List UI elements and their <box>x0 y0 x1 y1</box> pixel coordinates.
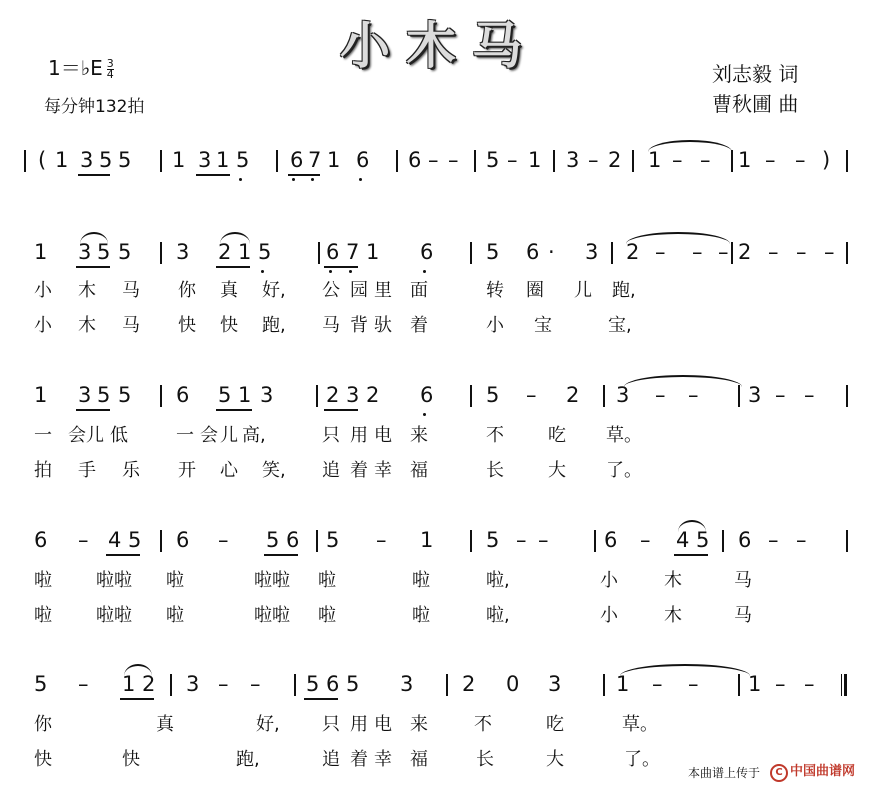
barline <box>846 150 848 172</box>
lyric-syllable: 小 <box>600 605 618 626</box>
low-octave-dot <box>292 178 295 181</box>
barline <box>470 242 472 264</box>
note: 5 <box>236 148 250 172</box>
logo-mark: C <box>770 764 788 782</box>
note: 5 <box>486 148 500 172</box>
lyric-syllable: 儿 <box>86 425 104 446</box>
note: 6 <box>526 240 540 264</box>
note: 5 <box>97 240 111 264</box>
note: 2 <box>626 240 640 264</box>
lyricist-credit: 刘志毅 词 <box>712 62 799 86</box>
lyric-syllable: 来 <box>410 714 428 735</box>
lyric-syllable: 草。 <box>606 425 642 446</box>
low-octave-dot <box>423 270 426 273</box>
lyric-syllable: 只 <box>322 714 340 735</box>
note: 1 <box>528 148 542 172</box>
note: 6 <box>176 528 190 552</box>
note: 1 <box>238 383 252 407</box>
lyric-syllable: 乐 <box>122 460 140 481</box>
lyric-syllable: 啦, <box>486 570 510 591</box>
song-title: 小木马 <box>340 17 538 75</box>
hold-dash: – <box>78 672 89 696</box>
upload-note: 本曲谱上传于 <box>688 766 761 780</box>
barline <box>316 385 318 407</box>
note: 5 <box>218 383 232 407</box>
lyric-syllable: 小 <box>34 280 52 301</box>
lyric-syllable: 啦 <box>166 605 184 626</box>
barline <box>731 150 733 172</box>
barline <box>846 385 848 407</box>
lyric-syllable: 背 <box>350 315 368 336</box>
lyric-syllable: 你 <box>178 280 196 301</box>
lyric-syllable: 快 <box>122 749 140 770</box>
lyric-syllable: 里 <box>374 280 392 301</box>
hold-dash: – <box>640 528 651 552</box>
note: · <box>548 240 555 264</box>
barline <box>160 150 162 172</box>
lyric-syllable: 手 <box>78 460 96 481</box>
hold-dash: – <box>672 148 683 172</box>
lyric-syllable: 真 <box>220 280 238 301</box>
note: 5 <box>118 240 132 264</box>
low-octave-dot <box>239 178 242 181</box>
lyric-syllable: 追 <box>322 749 340 770</box>
note: 5 <box>97 383 111 407</box>
note: 6 <box>408 148 422 172</box>
hold-dash: – <box>718 240 729 264</box>
barline <box>160 530 162 552</box>
key-signature <box>48 52 114 81</box>
note: 3 <box>585 240 599 264</box>
lyric-syllable: 儿 <box>574 280 592 301</box>
barline <box>276 150 278 172</box>
tie-slur <box>626 232 730 244</box>
eighth-underline <box>288 174 320 176</box>
lyric-syllable: 开 <box>178 460 196 481</box>
note: 5 <box>486 383 500 407</box>
note: 3 <box>346 383 360 407</box>
low-octave-dot <box>423 413 426 416</box>
barline <box>294 674 296 696</box>
note: 1 <box>748 672 762 696</box>
lyric-syllable: 驮 <box>374 315 392 336</box>
lyric-syllable: 福 <box>410 460 428 481</box>
note: 2 <box>608 148 622 172</box>
final-barline <box>841 674 847 696</box>
lyric-syllable: 长 <box>486 460 504 481</box>
eighth-underline <box>78 174 110 176</box>
lyric-syllable: 幸 <box>374 460 392 481</box>
note: 1 <box>738 148 752 172</box>
low-octave-dot <box>261 270 264 273</box>
note: 5 <box>486 528 500 552</box>
lyric-syllable: 转 <box>486 280 504 301</box>
barline <box>722 530 724 552</box>
note: 2 <box>462 672 476 696</box>
lyric-syllable: 会 <box>200 425 218 446</box>
note: 3 <box>80 148 94 172</box>
hold-dash: – <box>796 528 807 552</box>
lyric-syllable: 电 <box>374 714 392 735</box>
barline <box>603 385 605 407</box>
note: 6 <box>326 240 340 264</box>
tie-slur <box>648 140 732 152</box>
note: 3 <box>548 672 562 696</box>
note: 5 <box>99 148 113 172</box>
barline <box>594 530 596 552</box>
note: 2 <box>326 383 340 407</box>
lyric-syllable: 小 <box>600 570 618 591</box>
note: 6 <box>738 528 752 552</box>
lyric-syllable: 用 <box>350 425 368 446</box>
note: 2 <box>142 672 156 696</box>
eighth-underline <box>264 554 298 556</box>
note: 3 <box>616 383 630 407</box>
hold-dash: – <box>376 528 387 552</box>
lyric-syllable: 好, <box>262 280 286 301</box>
eighth-underline <box>216 266 250 268</box>
lyric-syllable: 啦 <box>318 570 336 591</box>
note: 1 <box>34 240 48 264</box>
lyric-syllable: 长 <box>476 749 494 770</box>
note: 6 <box>356 148 370 172</box>
hold-dash: – <box>768 528 779 552</box>
barline <box>446 674 448 696</box>
lyric-syllable: 会 <box>68 425 86 446</box>
tie-slur <box>624 375 742 387</box>
note: 6 <box>290 148 304 172</box>
score-row <box>0 520 878 570</box>
note: 6 <box>34 528 48 552</box>
lyric-syllable: 木 <box>664 605 682 626</box>
barline <box>846 530 848 552</box>
note: 5 <box>696 528 710 552</box>
lyric-syllable: 高, <box>242 425 266 446</box>
low-octave-dot <box>359 178 362 181</box>
tie-slur <box>620 664 750 676</box>
lyric-syllable: 马 <box>734 605 752 626</box>
lyric-syllable: 不 <box>486 425 504 446</box>
lyric-syllable: 着 <box>350 749 368 770</box>
lyric-syllable: 木 <box>78 315 96 336</box>
note: 3 <box>176 240 190 264</box>
hold-dash: – <box>775 383 786 407</box>
note: 2 <box>566 383 580 407</box>
eighth-underline <box>106 554 140 556</box>
note: 1 <box>216 148 230 172</box>
hold-dash: – <box>428 148 439 172</box>
score-row <box>0 375 878 425</box>
note: 3 <box>186 672 200 696</box>
hold-dash: – <box>655 383 666 407</box>
barline <box>632 150 634 172</box>
lyric-syllable: 啦 <box>166 570 184 591</box>
hold-dash: – <box>218 672 229 696</box>
note: 3 <box>260 383 274 407</box>
barline <box>474 150 476 172</box>
hold-dash: – <box>526 383 537 407</box>
lyric-syllable: 啦 <box>412 605 430 626</box>
barline <box>170 674 172 696</box>
lyric-syllable: 啦 <box>412 570 430 591</box>
score-row <box>0 232 878 282</box>
logo-text: 中国曲谱网 <box>790 764 856 779</box>
lyric-syllable: 只 <box>322 425 340 446</box>
barline <box>738 385 740 407</box>
note: 5 <box>128 528 142 552</box>
composer-credit: 曹秋圃 曲 <box>712 92 799 116</box>
lyric-syllable: 了。 <box>606 460 642 481</box>
lyric-syllable: 木 <box>78 280 96 301</box>
hold-dash: – <box>700 148 711 172</box>
lyric-syllable: 真 <box>156 714 174 735</box>
lyric-syllable: 啦啦 <box>254 570 290 591</box>
hold-dash: – <box>795 148 806 172</box>
key-text: 1＝♭E <box>48 56 103 80</box>
low-octave-dot <box>329 270 332 273</box>
eighth-underline <box>674 554 708 556</box>
lyric-syllable: 幸 <box>374 749 392 770</box>
barline <box>316 530 318 552</box>
lyric-syllable: 快 <box>220 315 238 336</box>
hold-dash: – <box>652 672 663 696</box>
hold-dash: – <box>655 240 666 264</box>
lyric-syllable: 低 <box>110 425 128 446</box>
lyric-syllable: 面 <box>410 280 428 301</box>
hold-dash: – <box>804 672 815 696</box>
score-row <box>0 140 878 190</box>
lyric-syllable: 大 <box>548 460 566 481</box>
note: 6 <box>420 240 434 264</box>
note: 7 <box>346 240 360 264</box>
note: ) <box>822 148 831 172</box>
barline <box>160 242 162 264</box>
note: 1 <box>172 148 186 172</box>
hold-dash: – <box>688 672 699 696</box>
note: 6 <box>286 528 300 552</box>
lyric-syllable: 好, <box>256 714 280 735</box>
barline <box>396 150 398 172</box>
note: 5 <box>306 672 320 696</box>
note: 3 <box>748 383 762 407</box>
lyric-syllable: 儿 <box>220 425 238 446</box>
tie-slur <box>220 232 250 244</box>
hold-dash: – <box>507 148 518 172</box>
eighth-underline <box>76 409 110 411</box>
lyric-syllable: 跑, <box>236 749 260 770</box>
hold-dash: – <box>588 148 599 172</box>
lyric-syllable: 大 <box>546 749 564 770</box>
eighth-underline <box>120 698 154 700</box>
lyric-syllable: 啦啦 <box>254 605 290 626</box>
lyric-syllable: 小 <box>34 315 52 336</box>
lyric-syllable: 木 <box>664 570 682 591</box>
barline <box>470 385 472 407</box>
lyric-syllable: 了。 <box>624 749 660 770</box>
lyric-syllable: 草。 <box>622 714 658 735</box>
note: 5 <box>118 383 132 407</box>
lyric-syllable: 福 <box>410 749 428 770</box>
hold-dash: – <box>824 240 835 264</box>
barline <box>24 150 26 172</box>
note: 1 <box>327 148 341 172</box>
eighth-underline <box>304 698 338 700</box>
note: 5 <box>486 240 500 264</box>
lyric-syllable: 拍 <box>34 460 52 481</box>
lyric-syllable: 马 <box>122 315 140 336</box>
lyric-syllable: 吃 <box>546 714 564 735</box>
note: 1 <box>366 240 380 264</box>
note: 5 <box>118 148 132 172</box>
hold-dash: – <box>516 528 527 552</box>
hold-dash: – <box>538 528 549 552</box>
lyric-syllable: 一 <box>176 425 194 446</box>
lyric-syllable: 不 <box>474 714 492 735</box>
hold-dash: – <box>692 240 703 264</box>
lyric-syllable: 着 <box>350 460 368 481</box>
hold-dash: – <box>448 148 459 172</box>
lyric-syllable: 小 <box>486 315 504 336</box>
barline <box>603 674 605 696</box>
note: 3 <box>400 672 414 696</box>
note: ( <box>38 148 47 172</box>
lyric-syllable: 跑, <box>262 315 286 336</box>
hold-dash: – <box>775 672 786 696</box>
lyric-syllable: 快 <box>178 315 196 336</box>
note: 3 <box>78 383 92 407</box>
note: 2 <box>218 240 232 264</box>
hold-dash: – <box>804 383 815 407</box>
note: 3 <box>566 148 580 172</box>
eighth-underline <box>216 409 252 411</box>
lyric-syllable: 马 <box>122 280 140 301</box>
note: 4 <box>676 528 690 552</box>
note: 1 <box>34 383 48 407</box>
note: 7 <box>308 148 322 172</box>
lyric-syllable: 啦, <box>486 605 510 626</box>
lyric-syllable: 电 <box>374 425 392 446</box>
note: 1 <box>122 672 136 696</box>
lyric-syllable: 宝, <box>608 315 632 336</box>
lyric-syllable: 啦啦 <box>96 605 132 626</box>
note: 6 <box>326 672 340 696</box>
lyric-syllable: 啦 <box>34 605 52 626</box>
lyric-syllable: 追 <box>322 460 340 481</box>
tie-slur <box>678 520 706 532</box>
note: 4 <box>108 528 122 552</box>
note: 1 <box>648 148 662 172</box>
barline <box>553 150 555 172</box>
lyric-syllable: 马 <box>734 570 752 591</box>
note: 2 <box>738 240 752 264</box>
lyric-syllable: 啦啦 <box>96 570 132 591</box>
hold-dash: – <box>765 148 776 172</box>
site-logo <box>770 760 855 782</box>
barline <box>731 242 733 264</box>
note: 5 <box>34 672 48 696</box>
lyric-syllable: 马 <box>322 315 340 336</box>
note: 3 <box>78 240 92 264</box>
hold-dash: – <box>250 672 261 696</box>
lyric-syllable: 啦 <box>318 605 336 626</box>
barline <box>318 242 320 264</box>
eighth-underline <box>76 266 110 268</box>
hold-dash: – <box>218 528 229 552</box>
lyric-syllable: 心 <box>220 460 238 481</box>
lyric-syllable: 公 <box>322 280 340 301</box>
low-octave-dot <box>349 270 352 273</box>
lyric-syllable: 笑, <box>262 460 286 481</box>
note: 6 <box>604 528 618 552</box>
tempo-marking: 每分钟132拍 <box>44 97 145 117</box>
note: 1 <box>616 672 630 696</box>
eighth-underline <box>196 174 230 176</box>
lyric-syllable: 快 <box>34 749 52 770</box>
barline <box>738 674 740 696</box>
lyric-syllable: 圈 <box>526 280 544 301</box>
lyric-syllable: 一 <box>34 425 52 446</box>
note: 5 <box>346 672 360 696</box>
eighth-underline <box>324 409 358 411</box>
note: 1 <box>238 240 252 264</box>
lyric-syllable: 来 <box>410 425 428 446</box>
note: 2 <box>366 383 380 407</box>
lyric-syllable: 园 <box>350 280 368 301</box>
lyric-syllable: 着 <box>410 315 428 336</box>
note: 0 <box>506 672 520 696</box>
note: 1 <box>420 528 434 552</box>
tie-slur <box>80 232 108 244</box>
note: 5 <box>266 528 280 552</box>
eighth-underline <box>324 266 358 268</box>
tie-slur <box>124 664 152 676</box>
barline <box>846 242 848 264</box>
note: 1 <box>55 148 69 172</box>
lyric-syllable: 吃 <box>548 425 566 446</box>
hold-dash: – <box>796 240 807 264</box>
barline <box>470 530 472 552</box>
lyric-syllable: 跑, <box>612 280 636 301</box>
note: 5 <box>326 528 340 552</box>
lyric-syllable: 啦 <box>34 570 52 591</box>
barline <box>611 242 613 264</box>
score-row <box>0 664 878 714</box>
note: 3 <box>198 148 212 172</box>
note: 6 <box>176 383 190 407</box>
note: 6 <box>420 383 434 407</box>
barline <box>160 385 162 407</box>
note: 5 <box>258 240 272 264</box>
lyric-syllable: 你 <box>34 714 52 735</box>
hold-dash: – <box>768 240 779 264</box>
hold-dash: – <box>78 528 89 552</box>
low-octave-dot <box>311 178 314 181</box>
lyric-syllable: 用 <box>350 714 368 735</box>
time-signature: $\frac{3}{4}$ <box>106 57 114 81</box>
hold-dash: – <box>688 383 699 407</box>
lyric-syllable: 宝 <box>534 315 552 336</box>
